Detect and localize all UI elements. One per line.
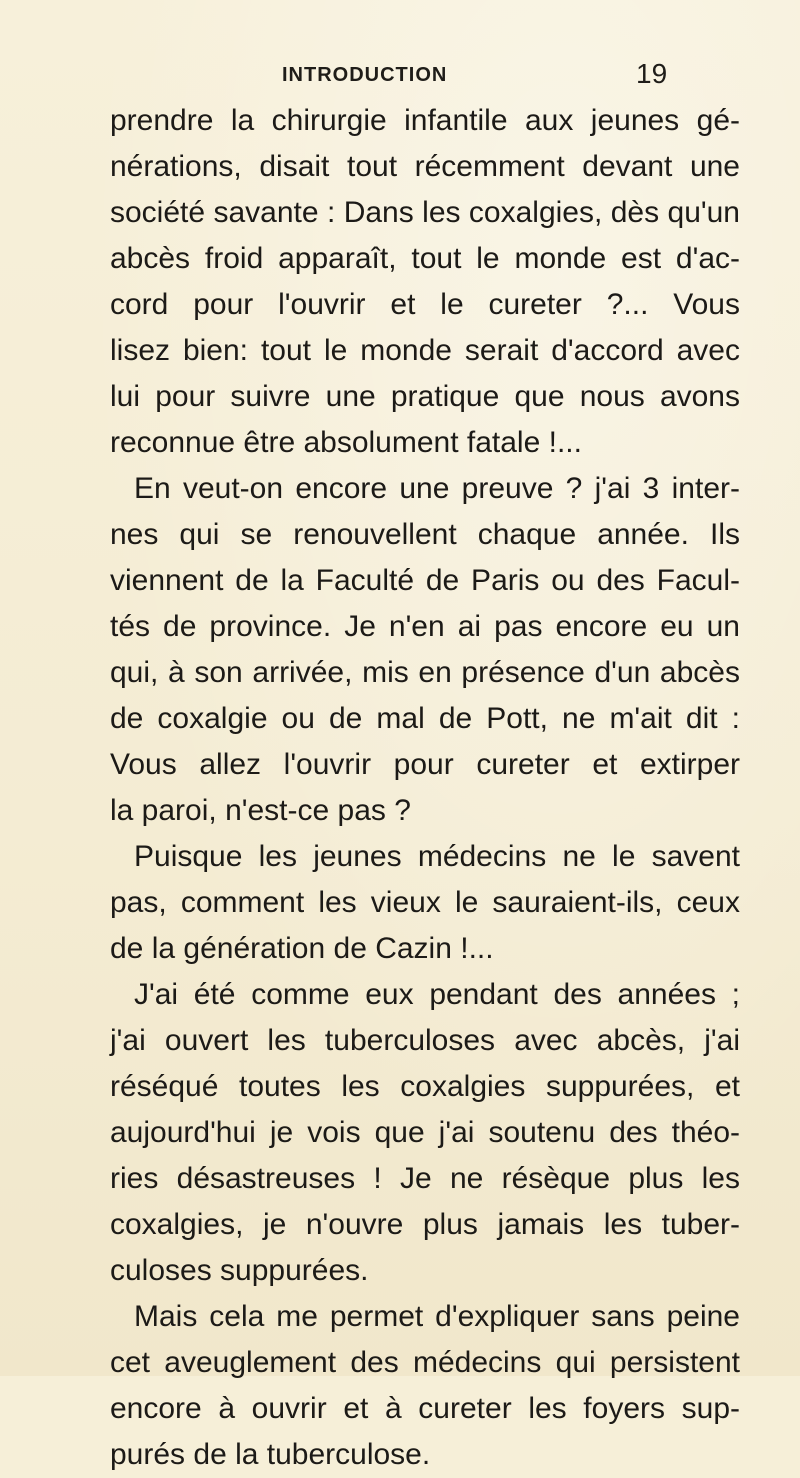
text-line: Puisque les jeunes médecins ne le savent [134,840,740,873]
text-line: abcès froid apparaît, tout le monde est d'ac- [110,242,740,275]
text-line: de coxalgie ou de mal de Pott, ne m'ait dit : [110,702,740,735]
text-line: culoses suppurées. [110,1254,369,1287]
text-line: J'ai été comme eux pendant des années ; [134,978,740,1011]
page-number: 19 [636,58,668,89]
text-line: lisez bien: tout le monde serait d'accord avec [110,334,740,367]
text-line: tés de province. Je n'en ai pas encore eu un [110,610,740,643]
chapter-title: INTRODUCTION [282,64,448,86]
text-line: réséqué toutes les coxalgies suppurées, et [110,1070,740,1103]
text-line: reconnue être absolument fatale !... [110,426,582,459]
text-line: nes qui se renouvellent chaque année. Ils [110,518,740,551]
text-line: prendre la chirurgie infantile aux jeunes gé- [110,104,740,137]
text-line: cet aveuglement des médecins qui persistent [110,1346,740,1379]
text-line: encore à ouvrir et à cureter les foyers sup- [110,1392,740,1425]
text-line: qui, à son arrivée, mis en présence d'un abcès [110,656,740,689]
text-line: lui pour suivre une pratique que nous avons [110,380,740,413]
text-line: coxalgies, je n'ouvre plus jamais les tuber- [110,1208,740,1241]
text-line: viennent de la Faculté de Paris ou des Facul- [110,564,740,597]
text-line: cord pour l'ouvrir et le cureter ?... Vous [110,288,740,321]
text-line: j'ai ouvert les tuberculoses avec abcès, j'ai [110,1024,740,1057]
text-line: de la génération de Cazin !... [110,932,494,965]
text-line: ries désastreuses ! Je ne résèque plus les [110,1162,740,1195]
text-line: purés de la tuberculose. [110,1438,431,1471]
text-line: société savante : Dans les coxalgies, dès qu'un [110,196,740,229]
body-text [110,98,740,1478]
text-line: pas, comment les vieux le sauraient-ils, ceux [110,886,740,919]
text-line: la paroi, n'est-ce pas ? [110,794,411,827]
text-line: aujourd'hui je vois que j'ai soutenu des théo- [110,1116,740,1149]
text-line: Vous allez l'ouvrir pour cureter et extirper [110,748,740,781]
text-line: Mais cela me permet d'expliquer sans peine [134,1300,740,1333]
running-head [0,50,800,90]
text-line: nérations, disait tout récemment devant une [110,150,740,183]
text-line: En veut-on encore une preuve ? j'ai 3 inter- [134,472,740,505]
